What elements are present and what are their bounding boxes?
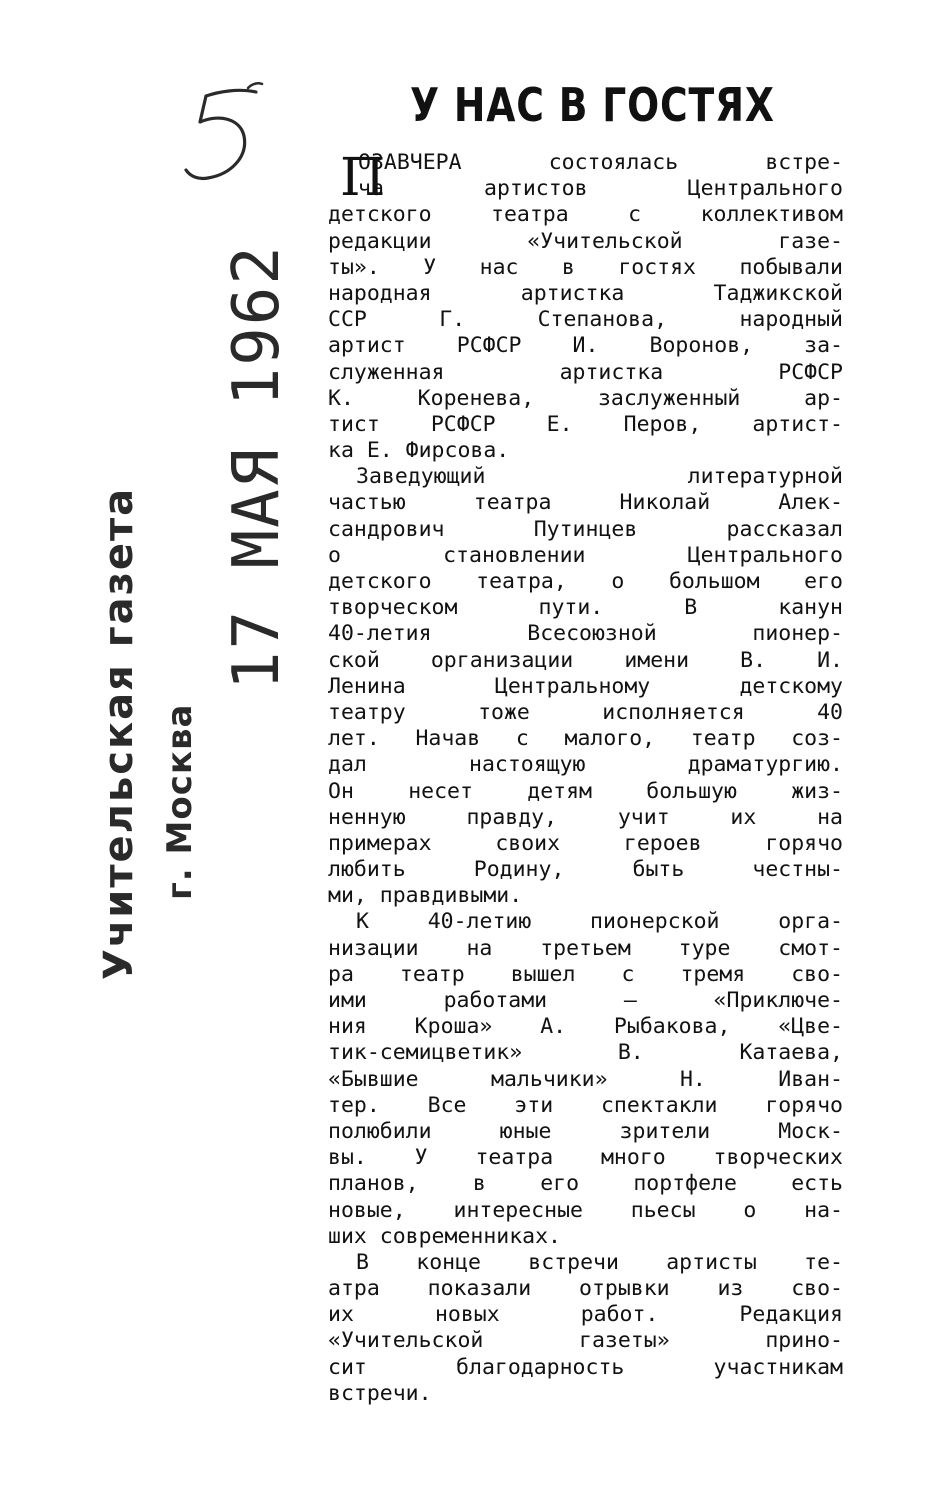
text-line: детского театра, о большом его bbox=[328, 569, 843, 594]
text-line: К 40-летию пионерской орга- bbox=[356, 909, 843, 935]
text-line: К. Коренева, заслуженный ар- bbox=[328, 385, 843, 411]
text-line: ших современниках. bbox=[328, 1223, 561, 1249]
drop-cap: П bbox=[340, 148, 386, 208]
text-line: встречи. bbox=[328, 1380, 432, 1406]
text-line: ими работами — «Приключе- bbox=[328, 988, 843, 1013]
text-line: детского театра с коллективом bbox=[328, 202, 843, 228]
text-line: Он несет детям большую жиз- bbox=[328, 778, 843, 804]
handwritten-number-mark bbox=[178, 70, 268, 190]
paragraph-1 bbox=[328, 150, 843, 464]
text-line: артист РСФСР И. Воронов, за- bbox=[328, 333, 843, 359]
text-line: редакции «Учительской газе- bbox=[328, 228, 843, 254]
paragraph-4 bbox=[328, 1250, 843, 1407]
text-line: ненную правду, учит их на bbox=[328, 804, 843, 830]
article-title: У НАС В ГОСТЯХ bbox=[410, 78, 775, 132]
text-line: народная артистка Таджикской bbox=[328, 280, 843, 306]
text-line: ра театр вышел с тремя сво- bbox=[328, 961, 843, 987]
text-line: вы. У театра много творческих bbox=[328, 1145, 843, 1171]
text-line: творческом пути. В канун bbox=[328, 595, 843, 621]
text-line: 40-летия Всесоюзной пионер- bbox=[328, 621, 843, 647]
text-line: планов, в его портфеле есть bbox=[328, 1171, 843, 1197]
text-line: ты». У нас в гостях побывали bbox=[328, 254, 843, 280]
text-line: Ленина Центральному детскому bbox=[328, 673, 843, 699]
text-line: Заведующий литературной bbox=[356, 464, 843, 490]
text-line: ССР Г. Степанова, народный bbox=[328, 307, 843, 333]
stamp-date: 17 МАЯ 1962 bbox=[220, 244, 294, 690]
text-line: служенная артистка РСФСР bbox=[328, 359, 843, 385]
text-line: ОЗАВЧЕРА состоялась встре- bbox=[358, 150, 843, 175]
text-line: тист РСФСР Е. Перов, артист- bbox=[328, 411, 843, 437]
text-line: лет. Начав с малого, театр соз- bbox=[328, 726, 843, 752]
text-line: ча артистов Центрального bbox=[358, 176, 843, 202]
text-line: атра показали отрывки из сво- bbox=[328, 1276, 843, 1302]
text-line: примерах своих героев горячо bbox=[328, 830, 843, 856]
text-line: сит благодарность участникам bbox=[328, 1354, 843, 1380]
text-line: ми, правдивыми. bbox=[328, 883, 523, 909]
stamp-newspaper-name: Учительская газета bbox=[96, 486, 142, 980]
text-line: В конце встречи артисты те- bbox=[356, 1249, 843, 1275]
text-line: дал настоящую драматургию. bbox=[328, 752, 843, 778]
text-line: тик-семицветик» В. Катаева, bbox=[328, 1040, 843, 1066]
text-line: ской организации имени В. И. bbox=[328, 647, 843, 673]
text-line: ка Е. Фирсова. bbox=[328, 438, 510, 464]
source-stamp bbox=[90, 244, 294, 1000]
text-line: «Бывшие мальчики» Н. Иван- bbox=[328, 1066, 843, 1092]
text-line: новые, интересные пьесы о на- bbox=[328, 1197, 843, 1223]
text-line: частью театра Николай Алек- bbox=[328, 490, 843, 516]
text-line: любить Родину, быть честны- bbox=[328, 857, 843, 883]
text-line: ния Кроша» А. Рыбакова, «Цве- bbox=[328, 1014, 843, 1040]
stamp-city: г. Москва bbox=[160, 703, 200, 900]
text-line: тер. Все эти спектакли горячо bbox=[328, 1092, 843, 1118]
text-line: сандрович Путинцев рассказал bbox=[328, 516, 843, 542]
text-line: «Учительской газеты» прино- bbox=[328, 1328, 843, 1354]
text-line: их новых работ. Редакция bbox=[328, 1302, 843, 1328]
text-line: о становлении Центрального bbox=[328, 542, 843, 568]
article-body bbox=[328, 150, 843, 1407]
paragraph-3 bbox=[328, 909, 843, 1249]
text-line: низации на третьем туре смот- bbox=[328, 935, 843, 961]
text-line: театру тоже исполняется 40 bbox=[328, 699, 843, 725]
text-line: полюбили юные зрители Моск- bbox=[328, 1118, 843, 1144]
paragraph-2 bbox=[328, 464, 843, 909]
